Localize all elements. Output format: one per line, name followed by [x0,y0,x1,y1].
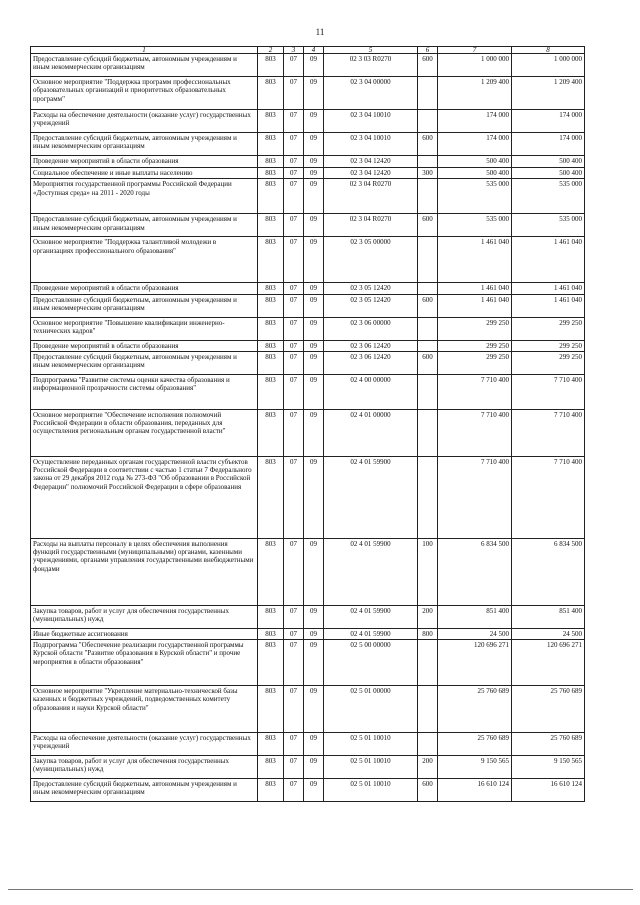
page-number: 11 [315,27,325,37]
cell-c6: 200 [418,605,438,628]
cell-name: Основное мероприятие "Поддержка программ профессиональных образовательных организаций и приоритетных образовательных программ" [31,77,258,110]
cell-c5: 02 4 01 59900 [324,605,418,628]
cell-c4: 09 [304,456,324,538]
page-bottom-rule [8,889,633,890]
cell-c7: 1 461 040 [438,237,512,283]
cell-c5: 02 4 01 59900 [324,628,418,639]
cell-c2: 803 [258,374,284,409]
cell-c5: 02 5 01 10010 [324,779,418,802]
cell-c4: 09 [304,317,324,340]
header-col-ministry: 2 [258,47,284,54]
table-row [31,283,585,294]
cell-c2: 803 [258,237,284,283]
cell-c4: 09 [304,237,324,283]
cell-c8: 25 760 689 [512,686,585,733]
cell-c8: 500 400 [512,168,585,179]
table-header-row [31,47,585,54]
cell-c7: 7 710 400 [438,456,512,538]
cell-c7: 25 760 689 [438,686,512,733]
cell-c4: 09 [304,168,324,179]
cell-c2: 803 [258,179,284,214]
cell-c5: 02 3 04 10010 [324,110,418,133]
cell-c6: 200 [418,756,438,779]
cell-c2: 803 [258,605,284,628]
cell-c7: 500 400 [438,168,512,179]
cell-name: Расходы на обеспечение деятельности (оказание услуг) государственных учреждений [31,110,258,133]
cell-c4: 09 [304,628,324,639]
cell-c7: 6 834 500 [438,538,512,605]
cell-c4: 09 [304,374,324,409]
table-row [31,409,585,456]
cell-c8: 1 461 040 [512,283,585,294]
cell-c4: 09 [304,351,324,374]
table-row [31,294,585,317]
cell-c7: 500 400 [438,156,512,168]
cell-c8: 1 000 000 [512,54,585,77]
cell-c5: 02 3 04 R0270 [324,179,418,214]
cell-c5: 02 3 06 12420 [324,340,418,351]
cell-c3: 07 [284,351,304,374]
cell-c3: 07 [284,686,304,733]
cell-c7: 120 696 271 [438,640,512,686]
cell-name: Предоставление субсидий бюджетным, автономным учреждениям и иным некоммерческим организациям [31,351,258,374]
budget-table [30,46,585,802]
cell-c8: 535 000 [512,179,585,214]
table-row [31,110,585,133]
cell-c3: 07 [284,294,304,317]
cell-name: Основное мероприятие "Обеспечение исполнения полномочий Российской Федерации в области образования, переданных для осуществления региональным органам государственной власти" [31,409,258,456]
cell-c8: 299 250 [512,317,585,340]
cell-c3: 07 [284,409,304,456]
cell-name: Проведение мероприятий в области образования [31,156,258,168]
table-row [31,340,585,351]
cell-c6: 600 [418,351,438,374]
cell-c6: 100 [418,538,438,605]
cell-c2: 803 [258,168,284,179]
cell-c3: 07 [284,605,304,628]
table-row [31,733,585,756]
cell-name: Предоставление субсидий бюджетным, автономным учреждениям и иным некоммерческим организациям [31,779,258,802]
header-col-name: 1 [31,47,258,54]
cell-c8: 174 000 [512,110,585,133]
cell-c6 [418,640,438,686]
cell-c6 [418,733,438,756]
cell-c3: 07 [284,538,304,605]
cell-name: Закупка товаров, работ и услуг для обеспечения государственных (муниципальных) нужд [31,605,258,628]
cell-c2: 803 [258,538,284,605]
cell-c5: 02 5 01 10010 [324,756,418,779]
cell-c6: 800 [418,628,438,639]
cell-c7: 7 710 400 [438,409,512,456]
cell-c2: 803 [258,54,284,77]
cell-c6 [418,409,438,456]
cell-c3: 07 [284,237,304,283]
table-row [31,156,585,168]
cell-c3: 07 [284,214,304,237]
table-row [31,168,585,179]
cell-c4: 09 [304,756,324,779]
cell-c4: 09 [304,409,324,456]
cell-c4: 09 [304,538,324,605]
header-col-target-article: 5 [324,47,418,54]
table-row [31,351,585,374]
cell-c4: 09 [304,179,324,214]
cell-c2: 803 [258,283,284,294]
cell-name: Основное мероприятие "Поддержка талантливой молодежи в организациях профессионального образования" [31,237,258,283]
cell-c4: 09 [304,110,324,133]
table-row [31,779,585,802]
cell-c7: 851 400 [438,605,512,628]
cell-c4: 09 [304,294,324,317]
table-row [31,686,585,733]
cell-c6 [418,456,438,538]
table-row [31,628,585,639]
cell-c7: 24 500 [438,628,512,639]
cell-c2: 803 [258,294,284,317]
cell-c3: 07 [284,283,304,294]
cell-c3: 07 [284,156,304,168]
cell-c2: 803 [258,340,284,351]
cell-c8: 7 710 400 [512,374,585,409]
cell-c6 [418,156,438,168]
cell-c5: 02 3 03 R0270 [324,54,418,77]
cell-c7: 16 610 124 [438,779,512,802]
cell-c8: 299 250 [512,340,585,351]
cell-c2: 803 [258,351,284,374]
cell-name: Проведение мероприятий в области образования [31,340,258,351]
cell-c3: 07 [284,756,304,779]
table-row [31,54,585,77]
cell-name: Предоставление субсидий бюджетным, автономным учреждениям и иным некоммерческим организациям [31,214,258,237]
cell-c6: 300 [418,168,438,179]
cell-c5: 02 4 01 59900 [324,456,418,538]
table-row [31,374,585,409]
cell-c4: 09 [304,779,324,802]
table-row [31,214,585,237]
cell-c3: 07 [284,179,304,214]
cell-c2: 803 [258,686,284,733]
cell-name: Осуществление переданных органам государственной власти субъектов Российской Федерации в соответствии с частью 1 статьи 7 Федерального закона от 29 декабря 2012 года № 273-ФЗ "Об образовании в Российской Федерации" полномочий Российской Федерации в сфере образования [31,456,258,538]
cell-c8: 6 834 500 [512,538,585,605]
header-col-section: 3 [284,47,304,54]
cell-name: Основное мероприятие "Повышение квалификации инженерно-технических кадров" [31,317,258,340]
cell-c2: 803 [258,156,284,168]
cell-c5: 02 3 04 12420 [324,156,418,168]
cell-c5: 02 3 05 00000 [324,237,418,283]
cell-c2: 803 [258,214,284,237]
cell-c3: 07 [284,779,304,802]
cell-name: Мероприятия государственной программы Российской Федерации «Доступная среда» на 2011 - 2020 годы [31,179,258,214]
cell-c3: 07 [284,733,304,756]
cell-c3: 07 [284,374,304,409]
cell-c7: 1 461 040 [438,294,512,317]
cell-name: Расходы на выплаты персоналу в целях обеспечения выполнения функций государственными (муниципальными) органами, казенными учреждениями, органами управления государственными внебюджетными фондами [31,538,258,605]
cell-c2: 803 [258,133,284,156]
cell-name: Основное мероприятие "Укрепление материально-технической базы казенных и бюджетных учреждений, подведомственных комитету образования и науки Курской области" [31,686,258,733]
header-col-amount-2: 8 [512,47,585,54]
table-row [31,317,585,340]
cell-c6: 600 [418,779,438,802]
cell-name: Подпрограмма "Обеспечение реализации государственной программы Курской области "Развитие образования в Курской области" и прочие мероприятия в области образования" [31,640,258,686]
cell-c8: 299 250 [512,351,585,374]
cell-c5: 02 3 06 00000 [324,317,418,340]
cell-c5: 02 3 05 12420 [324,283,418,294]
cell-c3: 07 [284,317,304,340]
cell-c4: 09 [304,54,324,77]
cell-name: Закупка товаров, работ и услуг для обеспечения государственных (муниципальных) нужд [31,756,258,779]
cell-c5: 02 4 00 00000 [324,374,418,409]
cell-c6 [418,77,438,110]
cell-c7: 7 710 400 [438,374,512,409]
table-row [31,605,585,628]
cell-c2: 803 [258,77,284,110]
cell-c8: 7 710 400 [512,409,585,456]
cell-c4: 09 [304,640,324,686]
cell-c7: 174 000 [438,110,512,133]
cell-c8: 120 696 271 [512,640,585,686]
cell-c4: 09 [304,77,324,110]
cell-c2: 803 [258,756,284,779]
table-row [31,133,585,156]
cell-c3: 07 [284,456,304,538]
cell-name: Проведение мероприятий в области образования [31,283,258,294]
cell-c2: 803 [258,628,284,639]
cell-c6: 600 [418,133,438,156]
cell-c8: 851 400 [512,605,585,628]
cell-c8: 16 610 124 [512,779,585,802]
table-row [31,640,585,686]
header-col-amount-1: 7 [438,47,512,54]
cell-c6 [418,374,438,409]
cell-c3: 07 [284,628,304,639]
cell-c2: 803 [258,456,284,538]
cell-c6: 600 [418,214,438,237]
header-col-expense-type: 6 [418,47,438,54]
cell-c5: 02 5 00 00000 [324,640,418,686]
cell-c6 [418,686,438,733]
cell-c7: 9 150 565 [438,756,512,779]
cell-c8: 1 461 040 [512,294,585,317]
cell-c2: 803 [258,733,284,756]
cell-c8: 7 710 400 [512,456,585,538]
cell-c6: 600 [418,54,438,77]
cell-c5: 02 4 01 59900 [324,538,418,605]
cell-c5: 02 3 04 00000 [324,77,418,110]
cell-c3: 07 [284,340,304,351]
cell-c5: 02 3 04 R0270 [324,214,418,237]
cell-c6 [418,317,438,340]
cell-c5: 02 5 01 00000 [324,686,418,733]
cell-c4: 09 [304,733,324,756]
table-row [31,538,585,605]
cell-c7: 1 461 040 [438,283,512,294]
cell-c3: 07 [284,77,304,110]
cell-c4: 09 [304,605,324,628]
cell-name: Подпрограмма "Развитие системы оценки качества образования и информационной прозрачности системы образования" [31,374,258,409]
cell-c3: 07 [284,54,304,77]
cell-c5: 02 3 04 12420 [324,168,418,179]
cell-c8: 500 400 [512,156,585,168]
cell-c8: 24 500 [512,628,585,639]
cell-c6 [418,179,438,214]
cell-c3: 07 [284,110,304,133]
cell-c7: 535 000 [438,214,512,237]
cell-c3: 07 [284,640,304,686]
cell-c8: 1 209 400 [512,77,585,110]
cell-c6 [418,110,438,133]
cell-c4: 09 [304,686,324,733]
cell-c8: 535 000 [512,214,585,237]
cell-c2: 803 [258,110,284,133]
cell-c2: 803 [258,409,284,456]
cell-c4: 09 [304,340,324,351]
cell-c7: 299 250 [438,351,512,374]
cell-c7: 174 000 [438,133,512,156]
cell-c7: 1 209 400 [438,77,512,110]
table-row [31,456,585,538]
cell-c6 [418,340,438,351]
cell-name: Предоставление субсидий бюджетным, автономным учреждениям и иным некоммерческим организациям [31,294,258,317]
cell-c6 [418,283,438,294]
cell-c4: 09 [304,133,324,156]
cell-c7: 25 760 689 [438,733,512,756]
cell-c2: 803 [258,317,284,340]
cell-c7: 535 000 [438,179,512,214]
table-row [31,237,585,283]
cell-c5: 02 3 06 12420 [324,351,418,374]
cell-name: Предоставление субсидий бюджетным, автономным учреждениям и иным некоммерческим организациям [31,54,258,77]
cell-c8: 9 150 565 [512,756,585,779]
cell-c4: 09 [304,283,324,294]
table-row [31,179,585,214]
cell-name: Расходы на обеспечение деятельности (оказание услуг) государственных учреждений [31,733,258,756]
cell-c6: 600 [418,294,438,317]
cell-c2: 803 [258,640,284,686]
cell-c5: 02 5 01 10010 [324,733,418,756]
cell-c8: 25 760 689 [512,733,585,756]
cell-name: Социальное обеспечение и иные выплаты населению [31,168,258,179]
table-row [31,756,585,779]
cell-c7: 299 250 [438,317,512,340]
cell-c3: 07 [284,168,304,179]
cell-c8: 174 000 [512,133,585,156]
cell-c5: 02 4 01 00000 [324,409,418,456]
cell-c7: 1 000 000 [438,54,512,77]
cell-c5: 02 3 05 12420 [324,294,418,317]
cell-c5: 02 3 04 10010 [324,133,418,156]
cell-name: Иные бюджетные ассигнования [31,628,258,639]
cell-c7: 299 250 [438,340,512,351]
cell-c6 [418,237,438,283]
cell-name: Предоставление субсидий бюджетным, автономным учреждениям и иным некоммерческим организациям [31,133,258,156]
cell-c4: 09 [304,214,324,237]
table-row [31,77,585,110]
cell-c3: 07 [284,133,304,156]
cell-c8: 1 461 040 [512,237,585,283]
cell-c2: 803 [258,779,284,802]
cell-c4: 09 [304,156,324,168]
header-col-subsection: 4 [304,47,324,54]
